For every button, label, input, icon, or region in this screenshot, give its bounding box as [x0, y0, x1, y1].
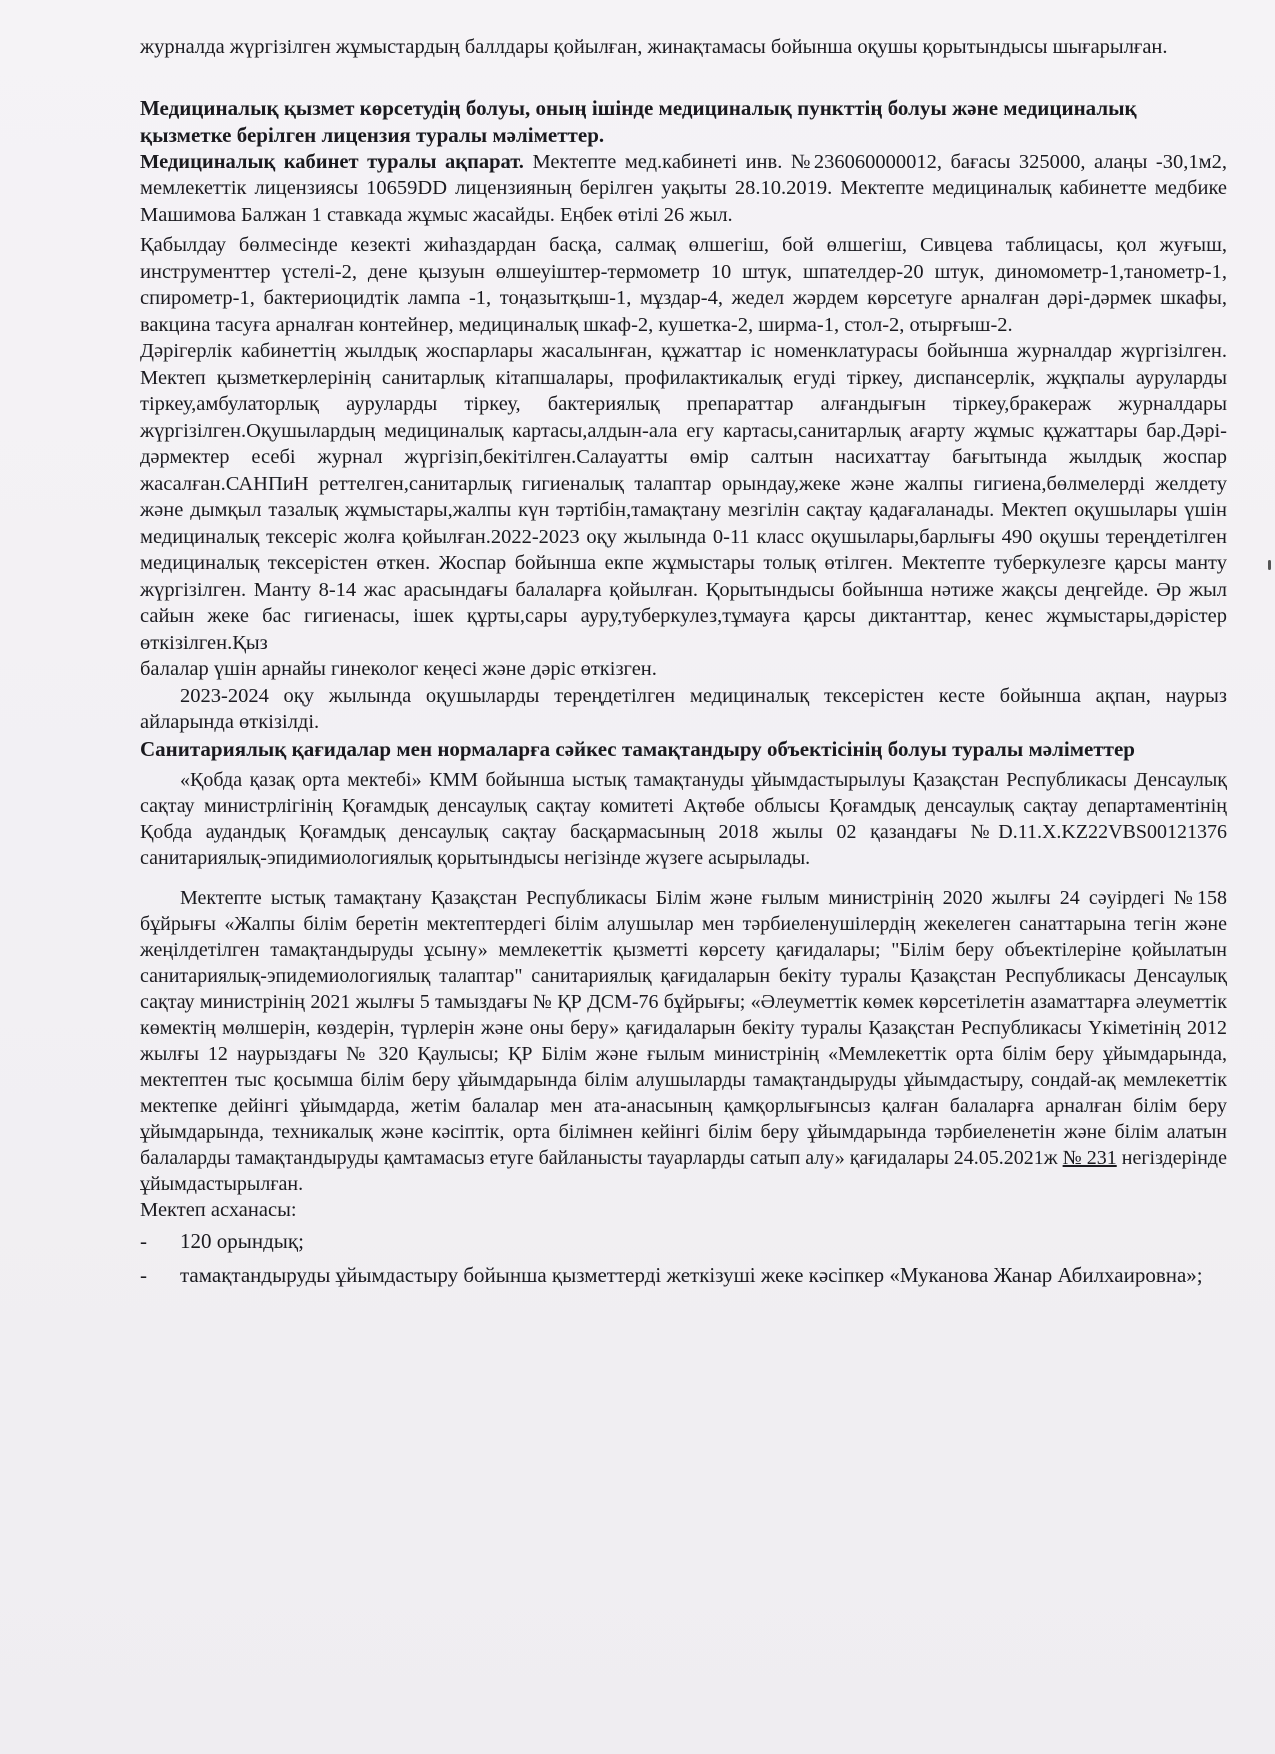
food-paragraph-2-main: Мектепте ыстық тамақтану Қазақстан Республикасы Білім және ғылым министрінің 2020 жылғы 24 сәуірдегі №158 бұйрығы «Жалпы білім беретін мектептердегі білім алушылар мен тәрбиеленушілердің жекелеген санаттарына тегін және жеңілдетілген тамақтандыруды ұсыну» мемлекеттік қызметті көрсету қағидалары; "Білім беру объектілеріне қойылатын санитариялық-эпидемиологиялық талаптар" санитариялық қағидаларын бекіту туралы Қазақстан Республикасы Денсаулық сақтау министрінің 2021 жылғы 5 тамыздағы № ҚР ДСМ-76 бұйрығы; «Әлеуметтік көмек көрсетілетін азаматтарға әлеуметтік көмектің мөлшерін, көздерін, түрлерін және оны беру» қағидаларын бекіту туралы Қазақстан Республикасы Үкіметінің 2012 жылғы 12 наурыздағы № 320 Қаулысы; ҚР Білім және ғылым министрінің «Мемлекеттік орта білім беру ұйымдарында, мектептен тыс қосымша білім беру ұйымдарында білім алушыларды тамақтандыруды ұйымдастыру, сондай-ақ мемлекеттік мектепке дейінгі ұйымдарда, жетім балалар мен ата-анасының қамқорлығынсыз қалған балаларға арналған білім беру ұйымдарында, техникалық және кәсіптік, орта білімнен кейінгі білім беру ұйымдарында тәрбиеленетін және білім алатын балаларды тамақтандыруды қамтамасыз етуге байланысты тауарларды сатып алу» қағидалары 24.05.2021ж: [140, 886, 1227, 1169]
list-item: - 120 орындық;: [140, 1227, 1227, 1255]
food-paragraph-2-tail: негіздерінде ұйымдастырылған.: [140, 1146, 1227, 1195]
food-paragraph-1: «Қобда қазақ орта мектебі» КММ бойынша ыстық тамақтануды ұйымдастырылуы Қазақстан Республикасы Денсаулық сақтау министрлігінің Қоғамдық денсаулық сақтау комитеті Ақтөбе облысы Қоғамдық денсаулық сақтау департаментінің Қобда аудандық Қоғамдық денсаулық сақтау басқармасының 2018 жылы 02 қазандағы №D.11.X.KZ22VBS00121376 санитариялық-эпидимиологиялық қорытындысы негізінде жүзеге асырылады.: [140, 768, 1227, 869]
exam-2023-paragraph: 2023-2024 оқу жылында оқушыларды тереңдетілген медициналық тексерістен кесте бойынша ақпан, наурыз айларында өткізілді.: [140, 684, 1227, 733]
girls-paragraph: балалар үшін арнайы гинеколог кеңесі және дәріс өткізген.: [140, 658, 657, 680]
canteen-label: Мектеп асханасы:: [140, 1198, 297, 1221]
food-section-heading: Санитариялық қағидалар мен нормаларға сәйкес тамақтандыру объектісінің болуы туралы мәліметтер: [140, 736, 1135, 761]
intro-paragraph: журналда жүргізілген жұмыстардың баллдары қойылған, жинақтамасы бойынша оқушы қорытындысы шығарылған.: [140, 36, 1168, 58]
food-paragraph-2: [140, 885, 1227, 1197]
medical-section-heading: Медициналық қызмет көрсетудің болуы, оның ішінде медициналық пункттің болуы және медициналық қызметке берілген лицензия туралы мәліметтер.: [140, 95, 1137, 147]
order-231-link[interactable]: № 231: [1062, 1146, 1117, 1169]
equipment-paragraph: Қабылдау бөлмесінде кезекті жиһаздардан басқа, салмақ өлшегіш, бой өлшегіш, Сивцева таблицасы, қол жуғыш, инструменттер үстелі-2, дене қызуын өлшеуіштер-термометр 10 штук, шпателдер-20 штук, диномометр-1,танометр-1, спирометр-1, бактериоцидтік лампа -1, тоңазытқыш-1, мұздар-4, жедел жәрдем көрсетуге арналған дәрі-дәрмек шкафы, вакцина тасуға арналған контейнер, медициналық шкаф-2, кушетка-2, ширма-1, стол-2, отырғыш-2.: [140, 234, 1227, 336]
canteen-list: [140, 1227, 1227, 1289]
medical-cabinet-text: Мектепте мед.кабинеті инв. №236060000012, бағасы 325000, алаңы -30,1м2, мемлекеттік лицензиясы 10659DD лицензияның берілген уақыты 28.10.2019. Мектепте медициналық кабинетте медбике Машимова Балжан 1 ставкада жұмыс жасайды. Еңбек өтілі 26 жыл.: [140, 150, 1227, 226]
list-item: - тамақтандыруды ұйымдастыру бойынша қызметтерді жеткізуші жеке кәсіпкер «Муканова Жанар Абилхаировна»;: [140, 1261, 1227, 1289]
medical-cabinet-lead: Медициналық кабинет туралы ақпарат.: [140, 150, 524, 173]
scan-edge-mark: [1268, 560, 1271, 570]
plans-paragraph: Дәрігерлік кабинеттің жылдық жоспарлары жасалынған, құжаттар іс номенклатурасы бойынша журналдар жүргізілген. Мектеп қызметкерлерінің санитарлық кітапшалары, профилактикалық егуді тіркеу, диспансерлік, жұқпалы ауруларды тіркеу,амбулаторлық ауруларды тіркеу, бактериялық препараттар алғандығын тіркеу,бракераж журналдары жүргізілген.Оқушылардың медициналық картасы,алдын-ала егу картасы,санитарлық ағарту жұмыс құжаттары бар.Дәрі-дәрмектер есебі журнал жүргізіп,бекітілген.Салауатты өмір салтын насихаттау бағытында жылдық жоспар жасалған.САНПиН реттелген,санитарлық гигиеналық талаптар орындау,жеке және жалпы гигиена,бөлмелерді желдету және дымқыл тазалық жұмыстары,жалпы күн тәртібін,тамақтану мезгілін сақтау қадағаланады. Мектеп оқушылары үшін медициналық тексеріс жолға қойылған.2022-2023 оқу жылында 0-11 класс оқушылары,барлығы 490 оқушы тереңдетілген медициналық тексерістен өткен. Жоспар бойынша екпе жұмыстары толық өтілген. Мектепте туберкулезге қарсы манту жүргізілген. Манту 8-14 жас арасындағы балаларға қойылған. Қорытындысы бойынша нәтиже жақсы деңгейде. Әр жыл сайын жеке бас гигиенасы, ішек құрты,сары ауру,туберкулез,тұмауға қарсы диктанттар, кенес жұмыстары,дәрістер өткізілген.Қыз: [140, 340, 1227, 654]
medical-cabinet-paragraph: [140, 149, 1227, 229]
